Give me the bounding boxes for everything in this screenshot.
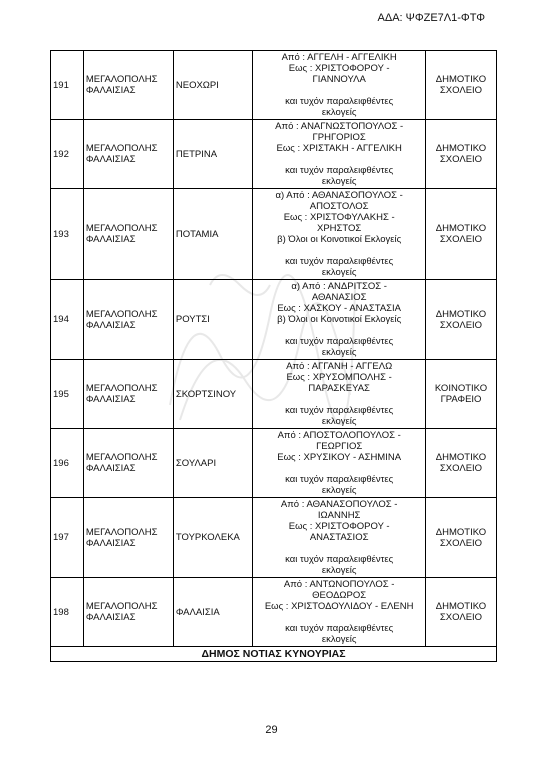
range-line: α) Από : ΑΝΔΡΙΤΣΟΣ - [291,281,387,292]
range-line: εκλογείς [321,107,357,118]
location-line: ΔΗΜΟΤΙΚΟ [435,74,487,85]
municipality-cell [83,51,173,120]
range-line: και τυχόν παραλειφθέντες [285,165,394,176]
station-number: 191 [51,51,84,120]
range-line: Από : ΑΓΓΑΝΗ - ΑΓΓΕΛΩ [286,361,393,372]
location-line: ΓΡΑΦΕΙΟ [440,394,482,405]
voter-range-cell [253,578,426,647]
municipality-line: ΜΕΓΑΛΟΠΟΛΗΣ [85,74,158,85]
municipality-line: ΜΕΓΑΛΟΠΟΛΗΣ [85,452,158,463]
range-line: και τυχόν παραλειφθέντες [285,96,394,107]
location-line: ΣΧΟΛΕΙΟ [439,463,483,474]
municipality-line: ΦΑΛΑΙΣΙΑΣ [85,537,136,549]
location-line: ΣΧΟΛΕΙΟ [439,234,483,245]
location-cell [426,360,497,429]
municipality-line: ΜΕΓΑΛΟΠΟΛΗΣ [85,308,158,320]
range-line: Από : ΑΠΟΣΤΟΛΟΠΟΥΛΟΣ - [277,430,401,441]
range-line: εκλογείς [321,176,357,187]
range-line: εκλογείς [321,267,357,278]
location-line: ΔΗΜΟΤΙΚΟ [435,223,487,234]
range-line: και τυχόν παραλειφθέντες [285,554,394,565]
municipality-line: ΜΕΓΑΛΟΠΟΛΗΣ [85,143,158,154]
range-line: ΧΡΗΣΤΟΣ [317,223,362,234]
location-cell [426,51,497,120]
station-number: 194 [51,280,84,360]
table-row [51,189,497,280]
range-line: Από : ΑΓΓΕΛΗ - ΑΓΓΕΛΙΚΗ [281,52,397,63]
municipality-line: ΜΕΓΑΛΟΠΟΛΗΣ [85,223,158,234]
range-line: Από : ΑΝΤΩΝΟΠΟΥΛΟΣ - [283,579,395,590]
voter-range-cell [253,360,426,429]
section-row [51,647,497,662]
range-line: ΓΡΗΓΟΡΙΟΣ [312,132,366,143]
range-line: Από : ΑΘΑΝΑΣΟΠΟΥΛΟΣ - [280,499,398,510]
range-line: Εως : ΧΡΙΣΤΟΦΟΡΟΥ - [288,63,390,74]
range-line: ΠΑΡΑΣΚΕΥΑΣ [308,383,370,394]
village-name: ΡΟΥΤΣΙ [173,280,252,360]
range-line: εκλογείς [321,565,357,576]
range-line: και τυχόν παραλειφθέντες [285,405,394,416]
voter-range-cell [253,120,426,189]
station-number: 196 [51,429,84,498]
location-line: ΔΗΜΟΤΙΚΟ [435,308,487,320]
location-line: ΣΧΟΛΕΙΟ [439,85,483,96]
table-row [51,429,497,498]
section-title: ΔΗΜΟΣ ΝΟΤΙΑΣ ΚΥΝΟΥΡΙΑΣ [51,647,497,662]
village-name: ΝΕΟΧΩΡΙ [173,51,252,120]
range-line: εκλογείς [321,347,357,358]
location-line: ΣΧΟΛΕΙΟ [439,319,483,331]
location-line: ΔΗΜΟΤΙΚΟ [435,143,487,154]
range-line: β) Όλοι οι Κοινοτικοί Εκλογείς [277,314,402,325]
municipality-line: ΦΑΛΑΙΣΙΑΣ [85,319,136,331]
location-line: ΔΗΜΟΤΙΚΟ [435,452,487,463]
range-line: Εως : ΧΡΙΣΤΟΔΟΥΛΙΔΟΥ - ΕΛΕΝΗ [264,601,414,612]
municipality-cell [83,360,173,429]
municipality-cell [83,280,173,360]
range-line: Εως : ΧΡΙΣΤΟΦΟΡΟΥ - [288,521,390,532]
municipality-line: ΜΕΓΑΛΟΠΟΛΗΣ [85,526,158,538]
village-name: ΣΚΟΡΤΣΙΝΟΥ [173,360,252,429]
station-number: 192 [51,120,84,189]
village-name: ΠΟΤΑΜΙΑ [173,189,252,280]
station-number: 195 [51,360,84,429]
municipality-line: ΜΕΓΑΛΟΠΟΛΗΣ [85,383,158,394]
municipality-cell [83,578,173,647]
range-line: ΑΠΟΣΤΟΛΟΣ [309,201,369,212]
location-line: ΔΗΜΟΤΙΚΟ [435,526,487,538]
municipality-line: ΦΑΛΑΙΣΙΑΣ [85,463,136,474]
municipality-line: ΦΑΛΑΙΣΙΑΣ [85,612,136,623]
table-row [51,360,497,429]
range-line: Εως : ΧΡΥΣΙΚΟΥ - ΑΣΗΜΙΝΑ [277,452,402,463]
location-line: ΔΗΜΟΤΙΚΟ [435,601,487,612]
location-line: ΣΧΟΛΕΙΟ [439,154,483,165]
location-line: ΣΧΟΛΕΙΟ [439,537,483,549]
station-number: 197 [51,498,84,578]
municipality-line: ΜΕΓΑΛΟΠΟΛΗΣ [85,601,158,612]
range-spacer [255,245,423,256]
range-line: Εως : ΧΡΙΣΤΟΦΥΛΑΚΗΣ - [283,212,395,223]
voter-range-cell [253,280,426,360]
range-line: Εως : ΧΑΣΚΟΥ - ΑΝΑΣΤΑΣΙΑ [277,303,402,314]
municipality-line: ΦΑΛΑΙΣΙΑΣ [85,234,136,245]
range-spacer [255,394,423,405]
location-cell [426,189,497,280]
range-line: εκλογείς [321,416,357,427]
voter-range-cell [253,51,426,120]
table-row [51,280,497,360]
location-line: ΣΧΟΛΕΙΟ [439,612,483,623]
range-line: και τυχόν παραλειφθέντες [285,336,394,347]
location-cell [426,578,497,647]
voter-range-cell [253,429,426,498]
range-line: β) Όλοι οι Κοινοτικοί Εκλογείς [277,234,402,245]
range-spacer [255,154,423,165]
village-name: ΤΟΥΡΚΟΛΕΚΑ [173,498,252,578]
location-cell [426,280,497,360]
station-number: 198 [51,578,84,647]
range-line: ΘΕΟΔΩΡΟΣ [312,590,367,601]
municipality-line: ΦΑΛΑΙΣΙΑΣ [85,394,136,405]
village-name: ΣΟΥΛΑΡΙ [173,429,252,498]
location-line: ΚΟΙΝΟΤΙΚΟ [434,383,488,394]
range-line: ΑΝΑΣΤΑΣΙΟΣ [309,532,369,543]
municipality-line: ΦΑΛΑΙΣΙΑΣ [85,154,136,165]
municipality-cell [83,498,173,578]
voter-range-cell [253,189,426,280]
table-row [51,498,497,578]
municipality-cell [83,120,173,189]
range-line: εκλογείς [321,485,357,496]
municipality-cell [83,189,173,280]
range-spacer [255,325,423,336]
range-line: Από : ΑΝΑΓΝΩΣΤΟΠΟΥΛΟΣ - [275,121,404,132]
range-spacer [255,612,423,623]
range-line: Εως : ΧΡΥΣΟΜΠΟΛΗΣ - [286,372,392,383]
municipality-line: ΦΑΛΑΙΣΙΑΣ [85,85,136,96]
range-spacer [255,85,423,96]
range-spacer [255,463,423,474]
range-spacer [255,543,423,554]
location-cell [426,498,497,578]
range-line: και τυχόν παραλειφθέντες [285,623,394,634]
table-row [51,120,497,189]
range-line: ΓΙΑΝΝΟΥΛΑ [312,74,366,85]
village-name: ΠΕΤΡΙΝΑ [173,120,252,189]
range-line: ΓΕΩΡΓΙΟΣ [316,441,363,452]
page-number: 29 [265,724,278,736]
ada-code: ΑΔΑ: ΨΦΖΕ7Λ1-ΦΤΦ [377,12,485,24]
range-line: και τυχόν παραλειφθέντες [285,474,394,485]
range-line: α) Από : ΑΘΑΝΑΣΟΠΟΥΛΟΣ - [275,190,403,201]
polling-stations-table [50,50,497,662]
location-cell [426,120,497,189]
voter-range-cell [253,498,426,578]
station-number: 193 [51,189,84,280]
range-line: ΙΩΑΝΝΗΣ [317,510,361,521]
range-line: και τυχόν παραλειφθέντες [285,256,394,267]
table-row [51,51,497,120]
location-cell [426,429,497,498]
village-name: ΦΑΛΑΙΣΙΑ [173,578,252,647]
municipality-cell [83,429,173,498]
range-line: εκλογείς [321,634,357,645]
range-line: Εως : ΧΡΙΣΤΑΚΗ - ΑΓΓΕΛΙΚΗ [276,143,402,154]
range-line: ΑΘΑΝΑΣΙΟΣ [311,292,367,303]
table-row [51,578,497,647]
